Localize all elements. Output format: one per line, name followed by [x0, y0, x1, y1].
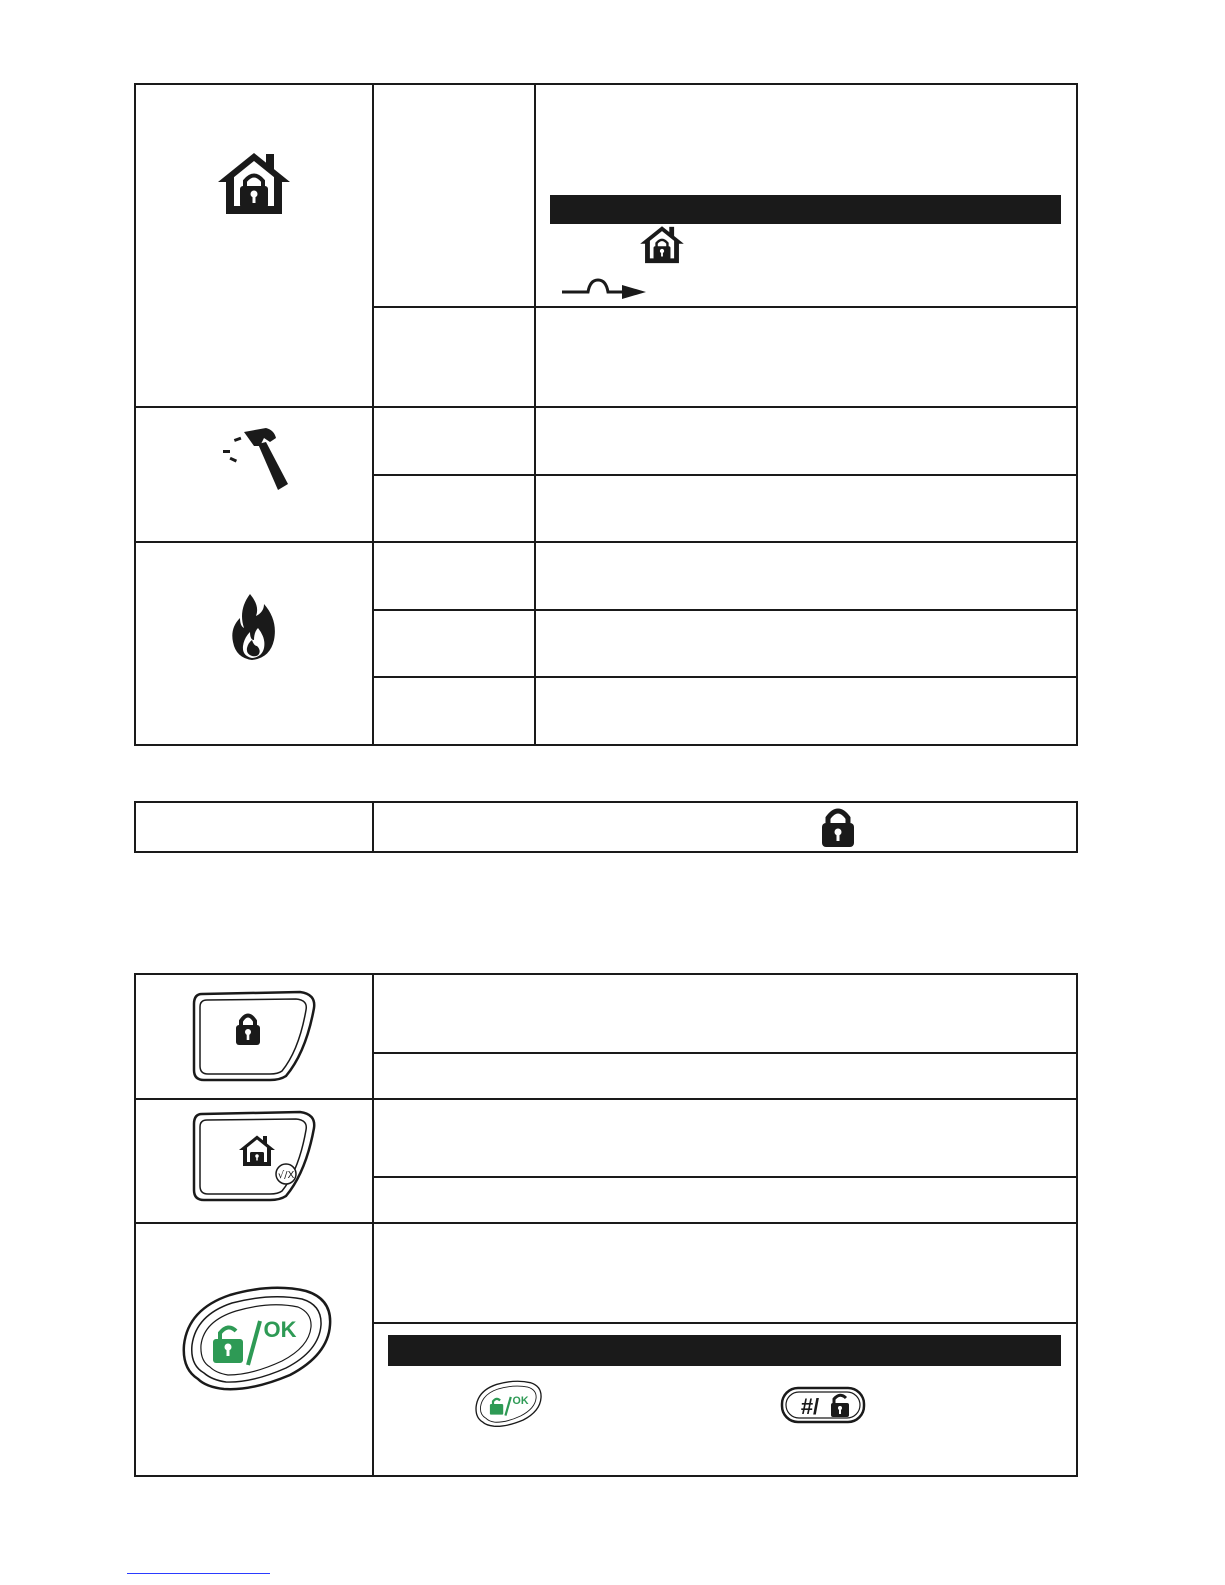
arm-away-key-icon: [190, 990, 318, 1082]
row-divider: [372, 474, 1078, 476]
row-divider: [372, 306, 1078, 308]
row-divider: [134, 1222, 1078, 1224]
key-mark: #/: [800, 1394, 820, 1419]
house-lock-icon: [216, 150, 292, 218]
status-table: [134, 801, 1078, 853]
key-mark: OK: [263, 1317, 297, 1342]
house-lock-icon: [639, 224, 685, 266]
row-divider: [372, 1052, 1078, 1054]
column-divider: [372, 973, 374, 1477]
arm-home-key-icon: [190, 1110, 318, 1202]
column-divider: [534, 83, 536, 746]
column-divider: [372, 83, 374, 746]
row-divider: [372, 1176, 1078, 1178]
row-divider: [372, 676, 1078, 678]
row-divider: [134, 541, 1078, 543]
wavy-arrow-icon: [560, 276, 650, 302]
disarm-ok-key-small-icon: [468, 1380, 550, 1428]
note-bar: [550, 195, 1061, 224]
row-divider: [134, 1098, 1078, 1100]
footer-link-underline[interactable]: [127, 1573, 270, 1574]
flame-icon: [230, 592, 278, 662]
padlock-icon: [820, 806, 856, 848]
hash-unlock-key-icon: [780, 1386, 866, 1424]
hammer-impact-icon: [220, 424, 290, 492]
row-divider: [372, 609, 1078, 611]
row-divider: [134, 406, 1078, 408]
disarm-ok-key-icon: [180, 1285, 336, 1393]
key-mark: √/X: [277, 1170, 295, 1181]
column-divider: [372, 801, 374, 853]
key-mark: OK: [512, 1395, 529, 1407]
row-divider: [372, 1322, 1078, 1324]
note-bar: [388, 1335, 1061, 1366]
